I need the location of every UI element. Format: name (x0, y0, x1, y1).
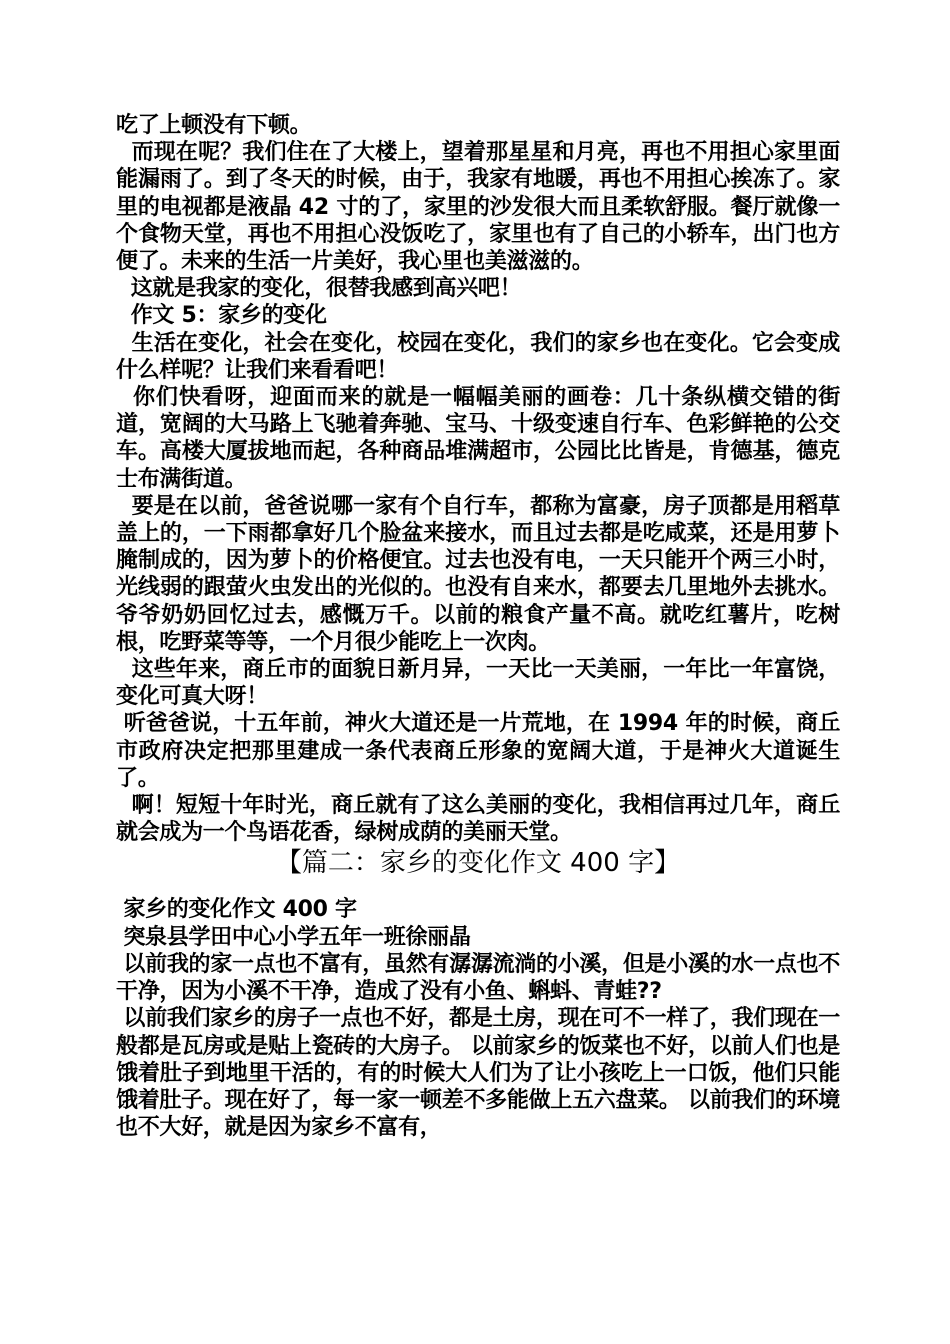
paragraph: 啊！短短十年时光，商丘就有了这么美丽的变化，我相信再过几年，商丘就会成为一个鸟语花香，绿树成荫的美丽天堂。 (116, 793, 841, 846)
essay-title: 家乡的变化作文 400 字 (116, 897, 357, 923)
paragraph: 听爸爸说，十五年前，神火大道还是一片荒地，在 1994 年的时候，商丘市政府决定把那里建成一条代表商丘形象的宽阔大道，于是神火大道诞生了。 (116, 711, 840, 791)
paragraph: 你们快看呀，迎面而来的就是一幅幅美丽的画卷：几十条纵横交错的街道，宽阔的大马路上飞驰着奔驰、宝马、十级变速自行车、色彩鲜艳的公交车。高楼大厦拔地而起，各种商品堆满超市，公园比比皆是，肯德基，德克士布满街道。 (116, 385, 841, 492)
paragraph: 以前我们家乡的房子一点也不好，都是土房，现在可不一样了，我们现在一般都是瓦房或是贴上瓷砖的大房子。 以前家乡的饭菜也不好，以前人们也是饿着肚子到地里干活的，有的时候大人们为了让小孩吃上一口饭，他们只能饿着肚子。现在好了，每一家一顿差不多能做上五六盘菜。 以前我们的环境也不大好，就是因为家乡不富有， (116, 1006, 841, 1141)
paragraph: 以前我的家一点也不富有，虽然有潺潺流淌的小溪，但是小溪的水一点也不干净，因为小溪不干净，造成了没有小鱼、蝌蚪、青蛙?? (116, 951, 841, 1005)
essay-subtitle: 作文 5：家乡的变化 (116, 303, 327, 329)
author-line: 突泉县学田中心小学五年一班徐丽晶 (116, 924, 471, 950)
paragraph: 吃了上顿没有下顿。 (116, 113, 312, 138)
section-heading: 【篇二：家乡的变化作文 400 字】 (275, 848, 681, 879)
paragraph: 要是在以前，爸爸说哪一家有个自行车，都称为富豪，房子顶都是用稻草盖上的，一下雨都拿好几个脸盆来接水，而且过去都是吃咸菜，还是用萝卜腌制成的，因为萝卜的价格便宜。过去也没有电，一天只能开个两三小时，光线弱的跟萤火虫发出的光似的。也没有自来水，都要去几里地外去挑水。爷爷奶奶回忆过去，感慨万千。以前的粮食产量不高。就吃红薯片，吃树根，吃野菜等等，一个月很少能吃上一次肉。 (116, 493, 841, 655)
paragraph: 生活在变化，社会在变化，校园在变化，我们的家乡也在变化。它会变成什么样呢？让我们来看看吧！ (116, 330, 841, 383)
paragraph: 而现在呢？我们住在了大楼上，望着那星星和月亮，再也不用担心家里面能漏雨了。到了冬天的时候，由于，我家有地暖，再也不用担心挨冻了。家里的电视都是液晶 42 寸的了，家里的沙发很大而且柔软舒服。餐厅就像一个食物天堂，再也不用担心没饭吃了，家里也有了自己的小轿车，出门也方便了。未来的生活一片美好，我心里也美滋滋的。 (116, 140, 841, 275)
paragraph: 这些年来，商丘市的面貌日新月异，一天比一天美丽，一年比一年富饶，变化可真大呀！ (116, 657, 841, 710)
document-page (116, 112, 840, 1141)
paragraph: 这就是我家的变化，很替我感到高兴吧！ (116, 276, 522, 302)
